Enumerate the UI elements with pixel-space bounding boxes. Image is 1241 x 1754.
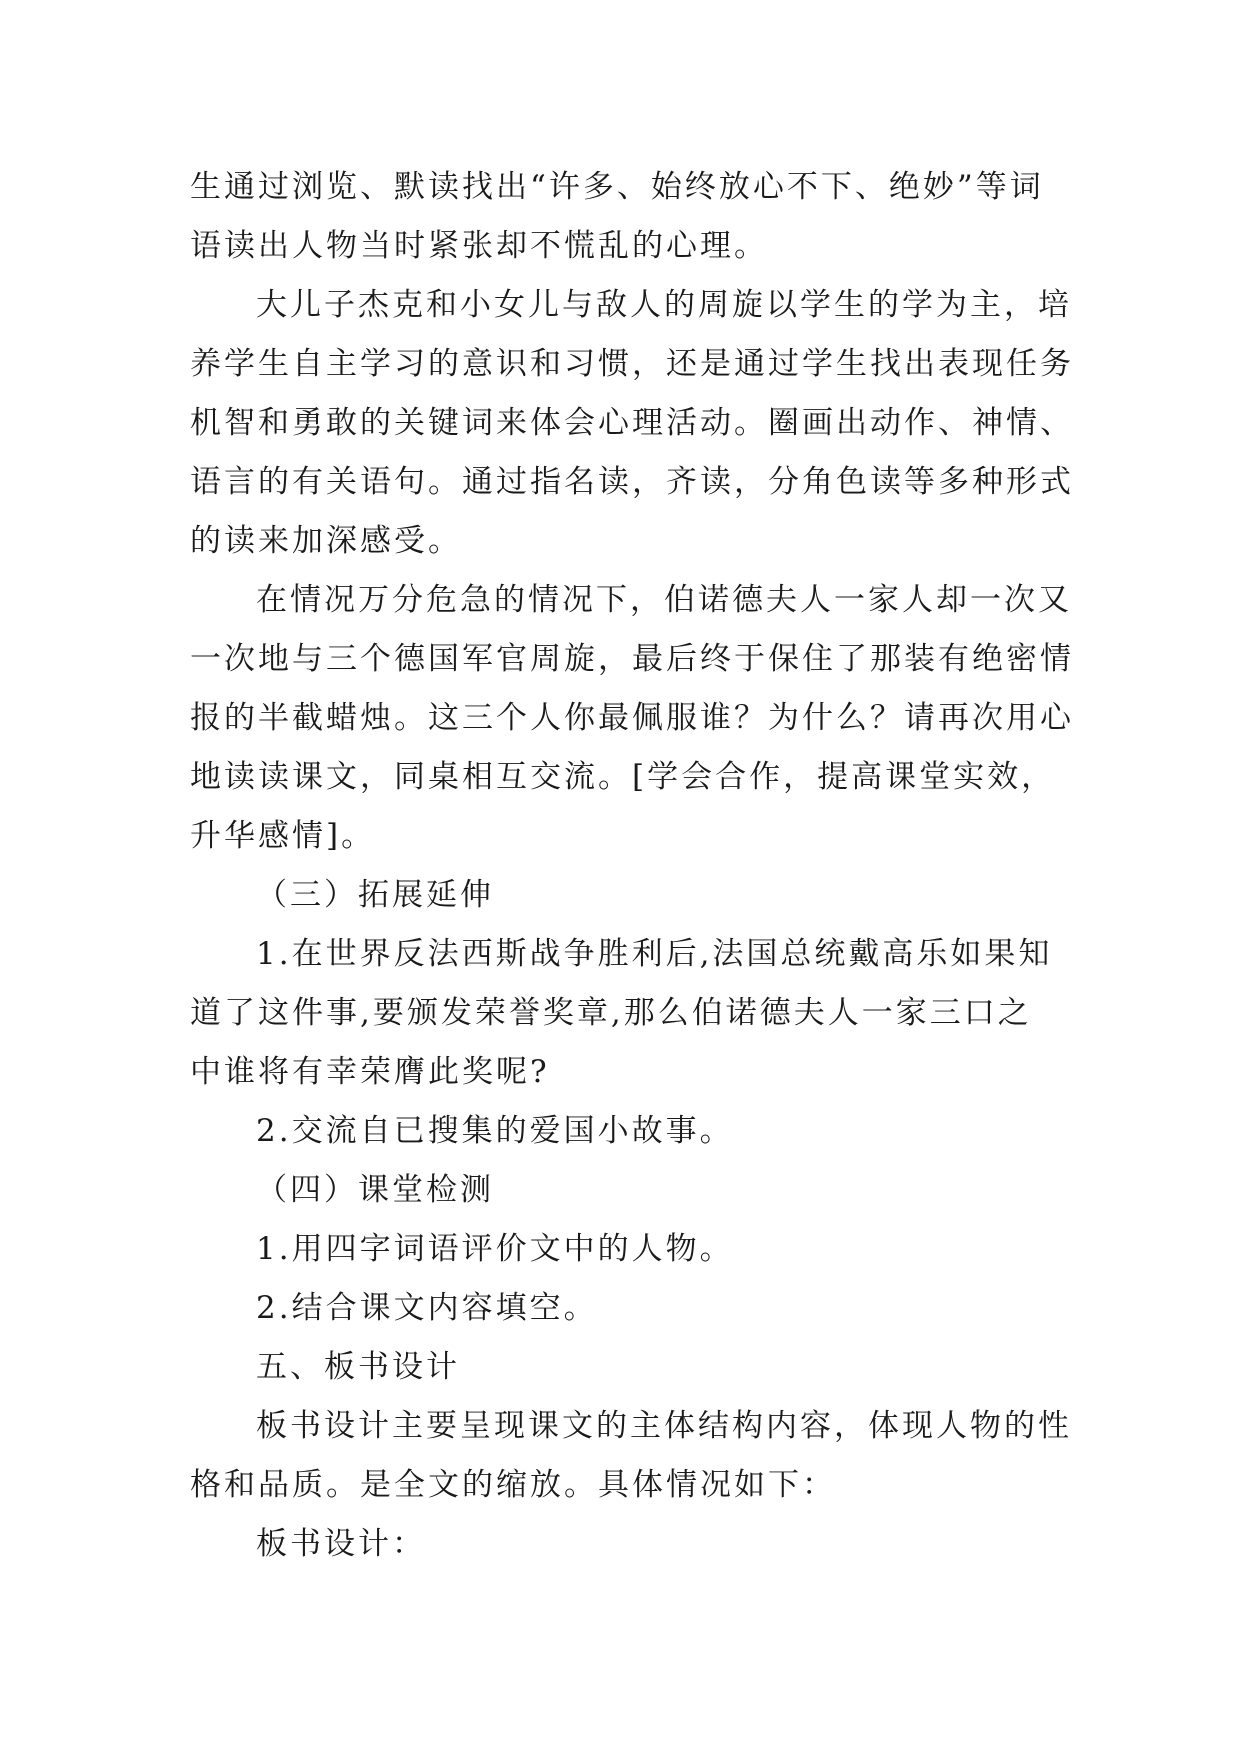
text-line-8: 在情况万分危急的情况下，伯诺德夫人一家人却一次又 — [256, 582, 1072, 618]
text-line-6: 语言的有关语句。通过指名读，齐读，分角色读等多种形式 — [190, 464, 1074, 500]
section-heading-extension: （三）拓展延伸 — [256, 877, 494, 913]
text-line-11: 地读读课文，同桌相互交流。[学会合作，提高课堂实效， — [190, 759, 1056, 795]
text-line-10: 报的半截蜡烛。这三个人你最佩服谁？为什么？请再次用心 — [190, 700, 1074, 736]
text-line-12: 升华感情]。 — [190, 818, 376, 854]
text-line-24: 板书设计： — [256, 1526, 426, 1562]
text-line-14: 1.在世界反法西斯战争胜利后,法国总统戴高乐如果知 — [256, 936, 1053, 972]
text-line-23: 格和品质。是全文的缩放。具体情况如下： — [190, 1467, 836, 1503]
text-line-1: 生通过浏览、默读找出“许多、始终放心不下、绝妙”等词 — [190, 169, 1044, 205]
text-line-3: 大儿子杰克和小女儿与敌人的周旋以学生的学为主，培 — [256, 287, 1072, 323]
text-line-5: 机智和勇敢的关键词来体会心理活动。圈画出动作、神情、 — [190, 405, 1074, 441]
section-heading-board-design: 五、板书设计 — [256, 1349, 460, 1385]
text-line-7: 的读来加深感受。 — [190, 523, 462, 559]
text-line-20: 2.结合课文内容填空。 — [256, 1290, 598, 1326]
document-page — [190, 158, 1074, 1574]
text-line-9: 一次地与三个德国军官周旋，最后终于保住了那装有绝密情 — [190, 641, 1074, 677]
text-line-2: 语读出人物当时紧张却不慌乱的心理。 — [190, 228, 768, 264]
text-line-16: 中谁将有幸荣膺此奖呢? — [190, 1054, 550, 1090]
text-line-22: 板书设计主要呈现课文的主体结构内容，体现人物的性 — [256, 1408, 1072, 1444]
text-line-4: 养学生自主学习的意识和习惯，还是通过学生找出表现任务 — [190, 346, 1074, 382]
text-line-17: 2.交流自已搜集的爱国小故事。 — [256, 1113, 734, 1149]
text-line-15: 道了这件事,要颁发荣誉奖章,那么伯诺德夫人一家三口之 — [190, 995, 1032, 1031]
section-heading-class-test: （四）课堂检测 — [256, 1172, 494, 1208]
text-line-19: 1.用四字词语评价文中的人物。 — [256, 1231, 734, 1267]
